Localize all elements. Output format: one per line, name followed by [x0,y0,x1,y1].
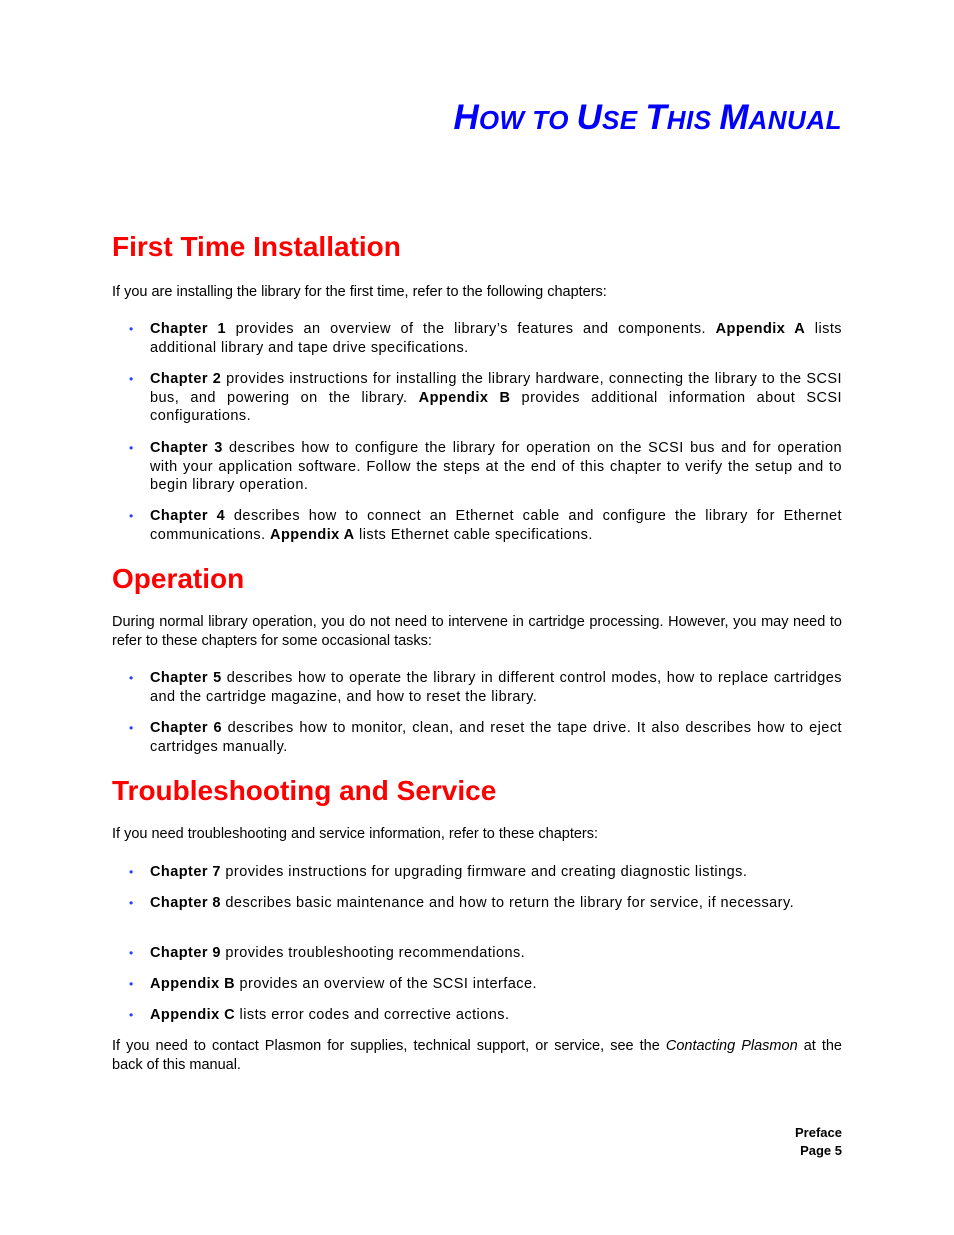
contacting-plasmon-reference: Contacting Plasmon [665,1038,798,1054]
list-item-text: Chapter 5 describes how to operate the library in different control modes, how to replace cartridges and the cartridge magazine, and how to reset the library. [150,670,842,705]
list-item-text: Chapter 8 describes basic maintenance and how to return the library for service, if necessary. [150,895,795,911]
bullet-icon: • [129,671,134,685]
section-intro: During normal library operation, you do not need to intervene in cartridge processing. However, you may need to refer to these chapters for some occasional tasks: [112,614,842,649]
bullet-icon: • [129,865,134,879]
bullet-icon: • [129,896,134,910]
list-item-text: Chapter 3 describes how to configure the library for operation on the SCSI bus and for operation with your application software. Follow the steps at the end of this chapter to verify the setup and to begin library operation. [150,440,842,493]
list-item-text: Chapter 9 provides troubleshooting recommendations. [150,945,526,961]
list-item-text: Chapter 4 describes how to connect an Ethernet cable and configure the library for Ethernet communications. Appendix A lists Ethernet cable specifications. [150,508,842,543]
footer-page-number: Page 5 [800,1143,842,1158]
page-title: HOW TO USE THIS MANUAL [453,98,842,137]
list-item-text: Chapter 2 provides instructions for installing the library hardware, connecting the library to the SCSI bus, and powering on the library. Appendix B provides additional information about SCSI configurations. [150,371,842,424]
section-heading-troubleshooting-and-service: Troubleshooting and Service [112,775,497,806]
bullet-icon: • [129,509,134,523]
list-item-text: Appendix C lists error codes and corrective actions. [150,1007,510,1023]
section-heading-first-time-installation: First Time Installation [112,231,401,262]
bullet-icon: • [129,977,134,991]
list-item-text: Chapter 1 provides an overview of the library’s features and components. Appendix A lists additional library and tape drive specifications. [150,321,842,356]
footer-section: Preface [795,1125,842,1140]
bullet-icon: • [129,322,134,336]
bullet-icon: • [129,441,134,455]
section-intro: If you need troubleshooting and service information, refer to these chapters: [112,826,599,842]
bullet-icon: • [129,721,134,735]
list-item-text: Chapter 6 describes how to monitor, clean, and reset the tape drive. It also describes how to eject cartridges manually. [150,720,842,755]
bullet-icon: • [129,372,134,386]
closing-paragraph: If you need to contact Plasmon for supplies, technical support, or service, see the Contacting Plasmon at the back of this manual. [112,1038,842,1073]
section-intro: If you are installing the library for the first time, refer to the following chapters: [112,284,607,300]
list-item-text: Appendix B provides an overview of the SCSI interface. [150,976,537,992]
bullet-icon: • [129,1008,134,1022]
page-footer [795,1124,842,1160]
list-item-text: Chapter 7 provides instructions for upgrading firmware and creating diagnostic listings. [150,864,748,880]
bullet-icon: • [129,946,134,960]
section-heading-operation: Operation [112,563,245,594]
